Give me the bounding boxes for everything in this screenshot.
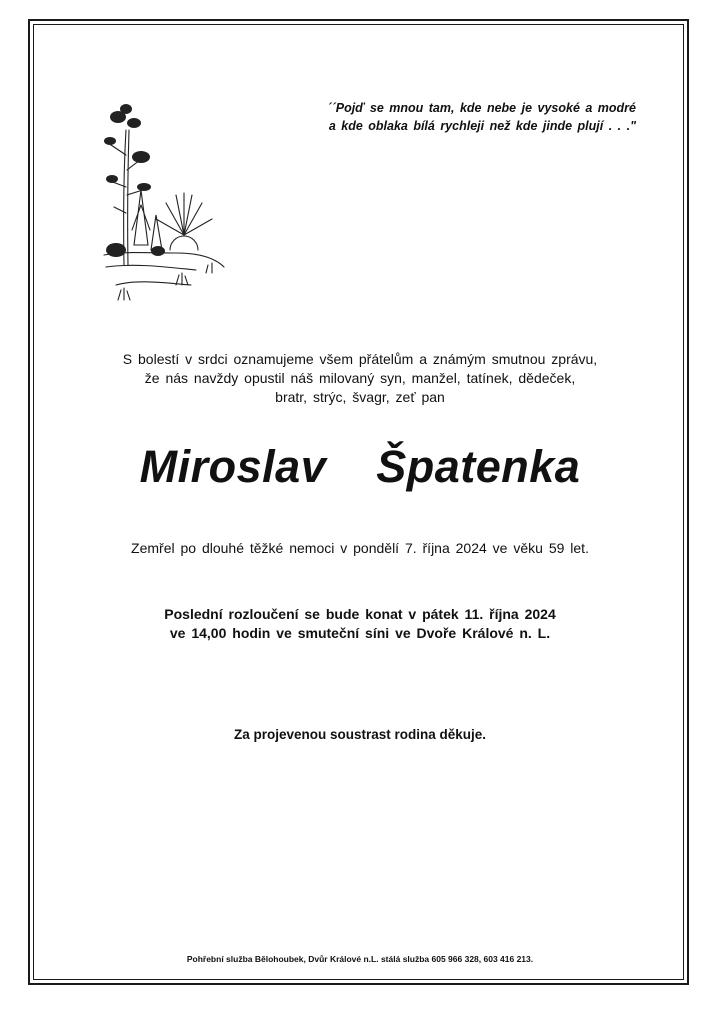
announcement (60, 350, 660, 407)
quote-line-1: ´´Pojď se mnou tam, kde nebe je vysoké a modré (327, 101, 636, 115)
death-notice: Zemřel po dlouhé těžké nemoci v pondělí 7. října 2024 ve věku 59 let. (131, 540, 589, 556)
announcement-line-2: že nás navždy opustil náš milovaný syn, manžel, tatínek, dědeček, (144, 370, 576, 386)
memorial-quote (290, 99, 636, 135)
announcement-line-1: S bolestí v srdci oznamujeme všem přátelům a známým smutnou zprávu, (122, 351, 598, 367)
announcement-line-3: bratr, strýc, švagr, zeť pan (275, 389, 445, 405)
landscape-illustration (96, 95, 228, 307)
family-thanks: Za projevenou soustrast rodina děkuje. (233, 727, 487, 742)
quote-line-2: a kde oblaka bílá rychleji než kde jinde plují . . ." (328, 119, 636, 133)
farewell-details (60, 605, 660, 643)
farewell-line-2: ve 14,00 hodin ve smuteční síni ve Dvoře Králové n. L. (169, 625, 551, 641)
deceased-name: Miroslav Špatenka (139, 441, 581, 492)
funeral-service-footer: Pohřební služba Bělohoubek, Dvůr Králové n.L. stálá služba 605 966 328, 603 416 213. (186, 954, 534, 964)
farewell-line-1: Poslední rozloučení se bude konat v pátek 11. října 2024 (164, 606, 556, 622)
